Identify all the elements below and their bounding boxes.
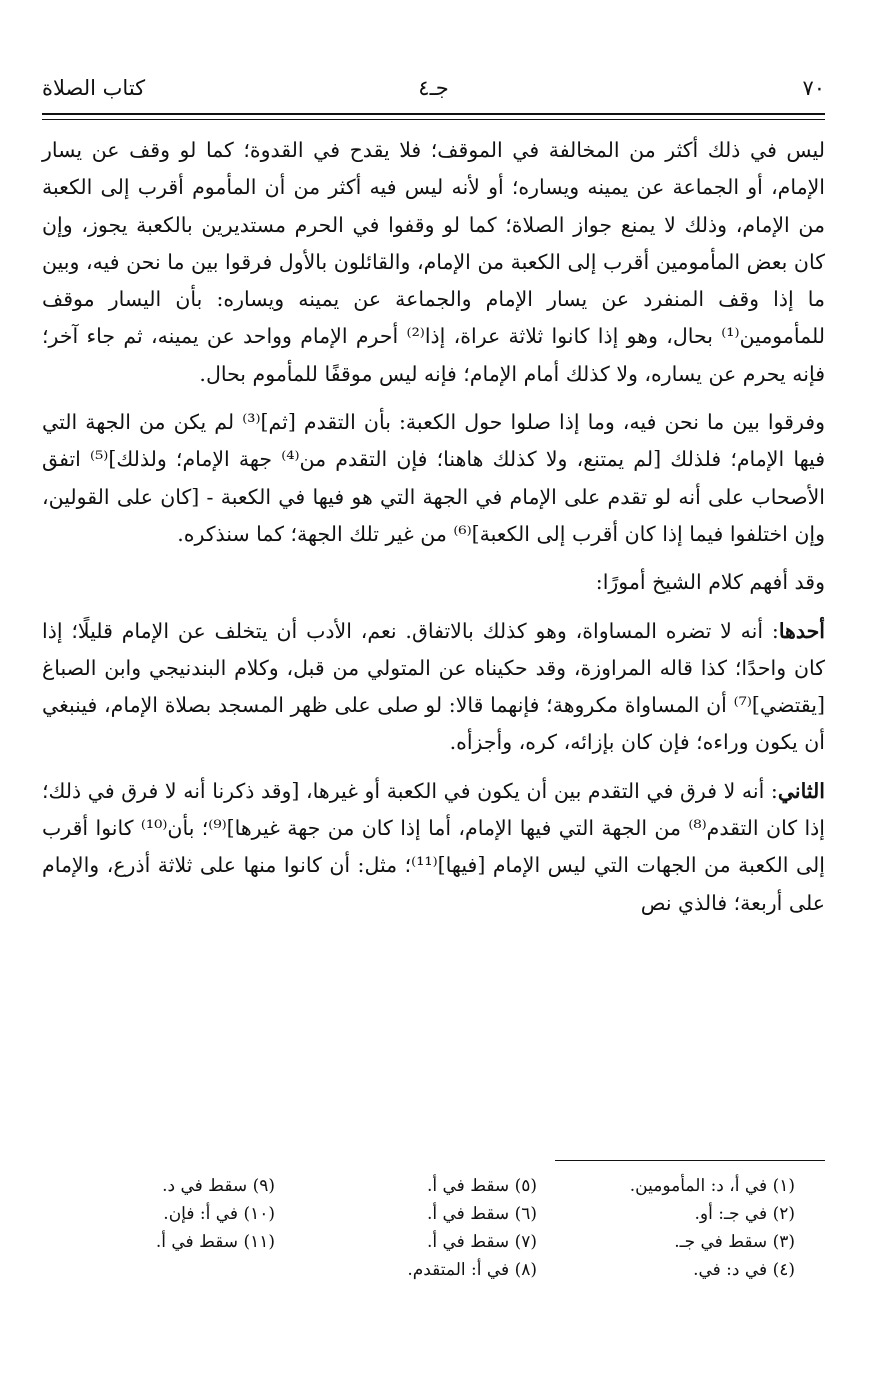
paragraph-text: : أنه لا فرق في التقدم بين أن يكون في الكعبة أو غيرها، [وقد ذكرنا أنه لا فرق في ذلك؛ إذا كان التقدم⁽⁸⁾ من الجهة التي فيها الإمام، أما إذا كان من جهة غيرها]⁽⁹⁾؛ بأن⁽¹⁰⁾ كانوا أقرب إلى الكعبة من الجهات التي ليس الإمام [فيها]⁽¹¹⁾؛ مثل: أن كانوا منها على ثلاثة أذرع، والإمام على أربعة؛ فالذي نص [42, 778, 825, 915]
footnote-5: (٥) سقط في أ. [426, 1176, 537, 1196]
footnote-7: (٧) سقط في أ. [426, 1232, 537, 1252]
footnote-4: (٤) في د: في. [693, 1260, 795, 1280]
paragraph-5 [42, 773, 825, 922]
footnotes [60, 1172, 795, 1302]
footnote-column-2 [307, 1172, 537, 1284]
footnote-6: (٦) سقط في أ. [426, 1204, 537, 1224]
page-number: ٧٠ [802, 76, 825, 100]
paragraph-lead-word: أحدها [778, 618, 825, 643]
footnote-9: (٩) سقط في د. [162, 1176, 275, 1196]
paragraph-1 [42, 132, 825, 393]
paragraph-text: وقد أفهم كلام الشيخ أمورًا: [595, 570, 825, 595]
book-title: كتاب الصلاة [42, 76, 146, 100]
paragraph-lead-word: الثاني [777, 778, 825, 803]
paragraph-3 [42, 564, 825, 601]
footnote-8: (٨) في أ: المتقدم. [407, 1260, 537, 1280]
footnote-2: (٢) في جـ: أو. [694, 1204, 795, 1224]
footnote-3: (٣) سقط في جـ. [674, 1232, 795, 1252]
footnote-column-1 [565, 1172, 795, 1284]
volume-label: جـ٤ [418, 76, 449, 100]
paragraph-4 [42, 613, 825, 762]
header-rule-thin [42, 119, 825, 120]
footnote-1: (١) في أ، د: المأمومين. [629, 1176, 795, 1196]
paragraph-2 [42, 404, 825, 553]
main-text [42, 132, 825, 933]
footnote-column-3 [45, 1172, 275, 1256]
header-rule-thick [42, 113, 825, 115]
footnote-10: (١٠) في أ: فإن. [163, 1204, 275, 1224]
footnote-11: (١١) سقط في أ. [155, 1232, 275, 1252]
paragraph-text: : أنه لا تضره المساواة، وهو كذلك بالاتفاق. نعم، الأدب أن يتخلف عن الإمام قليلًا؛ إذا كان واحدًا؛ كذا قاله المراوزة، وقد حكيناه عن المتولي من قبل، وكلام البندنيجي وابن الصباغ [يقتضي]⁽⁷⁾ أن المساواة مكروهة؛ فإنهما قالا: لو صلى على ظهر المسجد بصلاة الإمام، فينبغي أن يكون وراءه؛ فإن كان بإزائه، كره، وأجزأه. [42, 618, 825, 755]
footnote-separator [555, 1160, 825, 1161]
running-header [42, 70, 825, 110]
paragraph-text: ليس في ذلك أكثر من المخالفة في الموقف؛ فلا يقدح في القدوة؛ كما لو وقف عن يسار الإمام، أو الجماعة عن يمينه ويساره؛ أو لأنه ليس فيه أكثر من أن المأموم أقرب إلى الكعبة من الإمام، وذلك لا يمنع جواز الصلاة؛ كما لو وقفوا في الحرم مستديرين بالكعبة يجوز، وإن كان بعض المأمومين أقرب إلى الكعبة من الإمام، والقائلون بالأول فرقوا بين ما نحن فيه، وبين ما إذا وقف المنفرد عن يسار الإمام والجماعة عن يمينه ويساره: بأن اليسار موقف للمأمومين⁽¹⁾ بحال، وهو إذا كانوا ثلاثة عراة، إذا⁽²⁾ أحرم الإمام وواحد عن يمينه، ثم جاء آخر؛ فإنه يحرم عن يساره، ولا كذلك أمام الإمام؛ فإنه ليس موقفًا للمأموم بحال. [42, 138, 826, 386]
paragraph-text: وفرقوا بين ما نحن فيه، وما إذا صلوا حول الكعبة: بأن التقدم [ثم]⁽³⁾ لم يكن من الجهة التي فيها الإمام؛ فلذلك [لم يمتنع، ولا كذلك هاهنا؛ فإن التقدم من⁽⁴⁾ جهة الإمام؛ ولذلك]⁽⁵⁾ اتفق الأصحاب على أنه لو تقدم على الإمام في الجهة التي هو فيها في الكعبة - [كان على القولين، وإن اختلفوا فيما إذا كان أقرب إلى الكعبة]⁽⁶⁾ من غير تلك الجهة؛ كما سنذكره. [42, 410, 825, 546]
